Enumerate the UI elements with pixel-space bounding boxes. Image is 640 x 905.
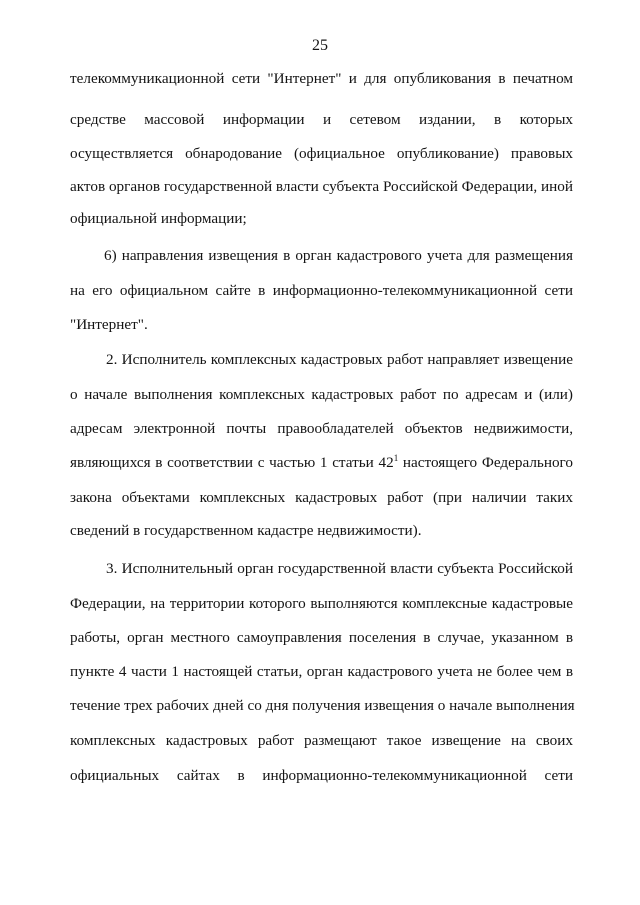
text-line: телекоммуникационной сети "Интернет" и для опубликования в печатном xyxy=(70,70,573,87)
text-line: "Интернет". xyxy=(70,316,148,333)
text-line: актов органов государственной власти субъекта Российской Федерации, иной xyxy=(70,178,573,195)
text-line: средстве массовой информации и сетевом издании, в которых xyxy=(70,111,573,128)
text-line: на его официальном сайте в информационно-телекоммуникационной сети xyxy=(70,282,573,299)
text-line: официальной информации; xyxy=(70,210,247,227)
text-fragment: настоящего Федерального xyxy=(398,454,573,471)
text-line: адресам электронной почты правообладателей объектов недвижимости, xyxy=(70,420,573,437)
text-line: Федерации, на территории которого выполняются комплексные кадастровые xyxy=(70,595,573,612)
text-fragment: являющихся в соответствии с частью 1 статьи 42 xyxy=(70,454,394,471)
text-line: пункте 4 части 1 настоящей статьи, орган кадастрового учета не более чем в xyxy=(70,663,573,680)
text-line: сведений в государственном кадастре недвижимости). xyxy=(70,522,422,539)
text-line: официальных сайтах в информационно-телекоммуникационной сети xyxy=(70,767,573,784)
page-number: 25 xyxy=(312,37,328,54)
text-line: о начале выполнения комплексных кадастровых работ по адресам и (или) xyxy=(70,386,573,403)
text-line: 3. Исполнительный орган государственной власти субъекта Российской xyxy=(106,560,573,577)
text-line: работы, орган местного самоуправления поселения в случае, указанном в xyxy=(70,629,573,646)
text-line: 2. Исполнитель комплексных кадастровых работ направляет извещение xyxy=(106,351,573,368)
text-line: закона объектами комплексных кадастровых работ (при наличии таких xyxy=(70,489,573,506)
text-line xyxy=(70,453,573,473)
text-line: 6) направления извещения в орган кадастрового учета для размещения xyxy=(104,247,573,264)
superscript: 1 xyxy=(393,453,399,463)
text-line: комплексных кадастровых работ размещают такое извещение на своих xyxy=(70,732,573,749)
text-line: осуществляется обнародование (официальное опубликование) правовых xyxy=(70,145,573,162)
text-line: течение трех рабочих дней со дня получения извещения о начале выполнения xyxy=(70,697,575,714)
